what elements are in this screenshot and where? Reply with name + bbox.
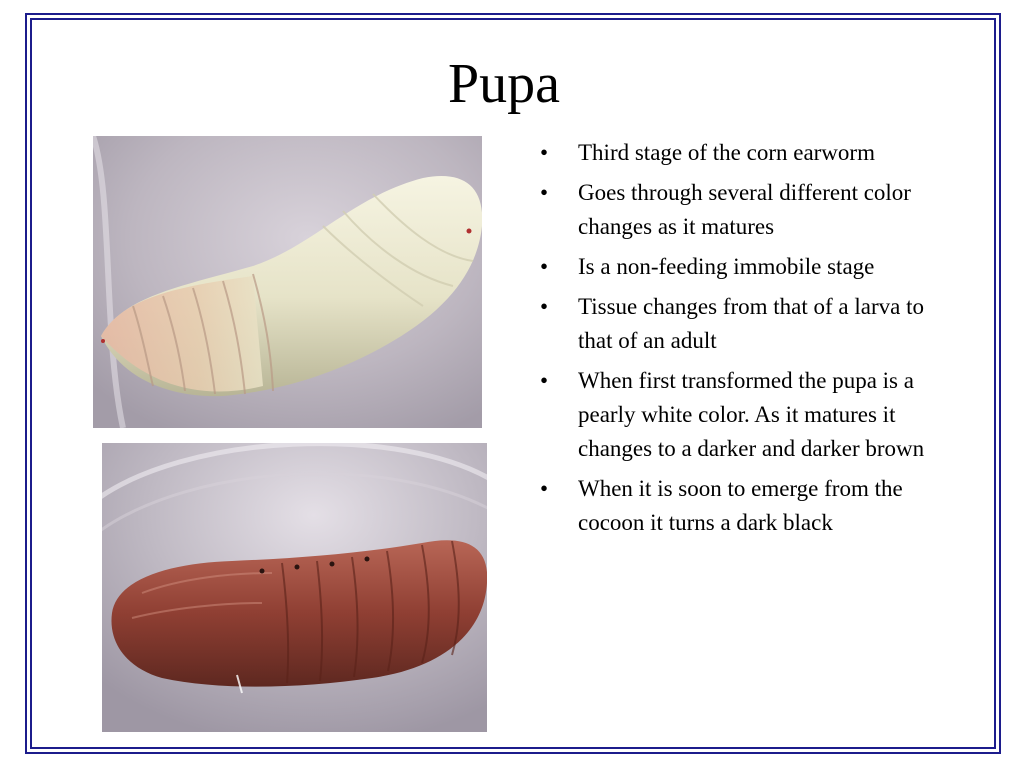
bullet-item	[540, 290, 960, 358]
bullet-item	[540, 250, 960, 284]
white-pupa-photo	[93, 136, 482, 428]
bullet-item	[540, 176, 960, 244]
brown-pupa-photo	[102, 443, 487, 732]
bullet-marker: •	[540, 180, 549, 205]
bullet-item	[540, 364, 960, 466]
slide-title: Pupa	[448, 53, 560, 115]
bullet-list	[540, 136, 960, 546]
bullet-text: When it is soon to emerge from the cocoon it turns a dark black	[578, 476, 903, 535]
bullet-text: Tissue changes from that of a larva to that of an adult	[578, 294, 924, 353]
bullet-marker: •	[540, 476, 549, 501]
bullet-marker: •	[540, 254, 549, 279]
bullet-text: Goes through several different color changes as it matures	[578, 180, 911, 239]
bullet-marker: •	[540, 140, 549, 165]
bullet-marker: •	[540, 294, 549, 319]
bullet-text: When first transformed the pupa is a pearly white color. As it matures it changes to a darker and darker brown	[578, 368, 925, 461]
bullet-item	[540, 472, 960, 540]
bullet-text: Third stage of the corn earworm	[578, 140, 875, 165]
bullet-marker: •	[540, 368, 549, 393]
bullet-item	[540, 136, 960, 170]
bullet-text: Is a non-feeding immobile stage	[578, 254, 875, 279]
